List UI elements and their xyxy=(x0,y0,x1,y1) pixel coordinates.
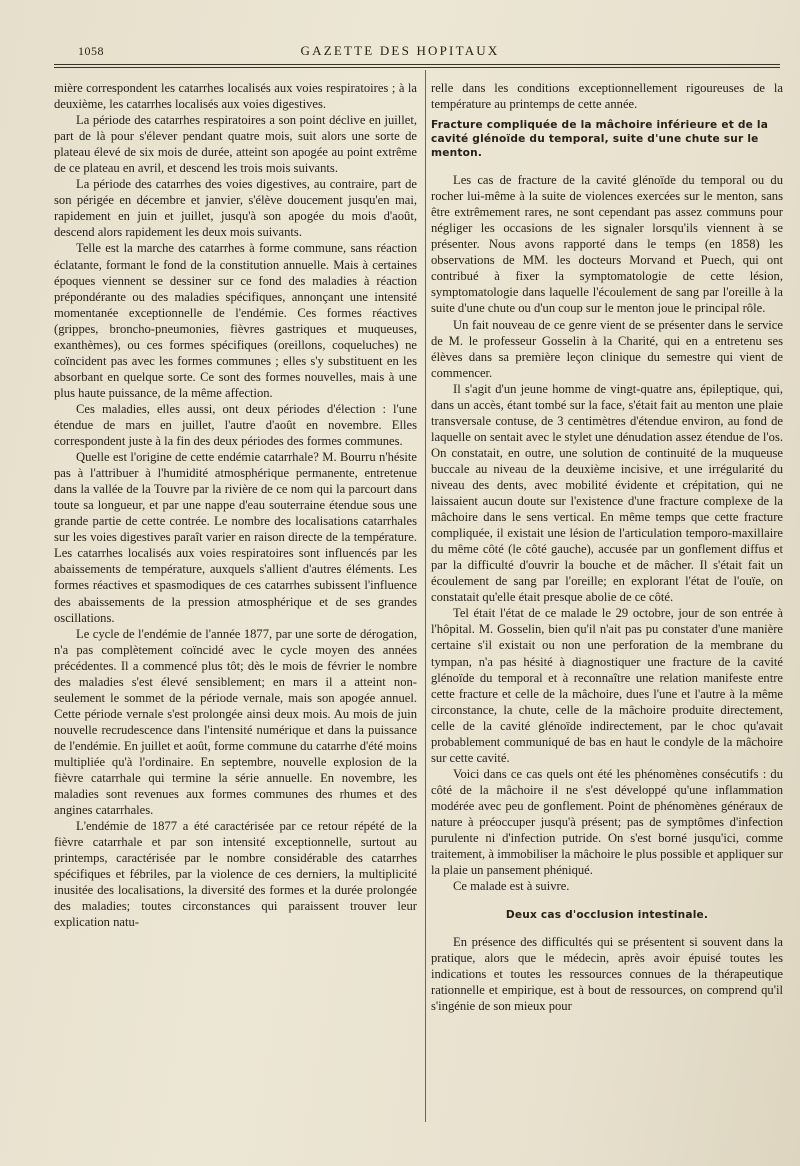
paragraph: Telle est la marche des catarrhes à forme commune, sans réaction éclatante, formant le fond de la constitution annuelle. Mais à certaines époques viennent se dessiner sur ce fond des maladies à réaction prépondérante ou des maladies spécifiques, annonçant une intensité momentanée exceptionnelle de l'endémie. Ces formes réactives (grippes, broncho-pneumonies, fièvres gastriques et muqueuses, exanthèmes), ou ces formes spécifiques (oreillons, coqueluches) ne coïncident pas avec les formes communes ; elles s'y substituent en les absorbant en quelque sorte. Ce sont des formes nouvelles, mais à une plus haute puissance, de la même affection. xyxy=(54,241,417,400)
page-header xyxy=(0,40,800,62)
section-heading-occlusion: Deux cas d'occlusion intestinale. xyxy=(505,909,709,922)
right-column xyxy=(431,80,783,1014)
paragraph: La période des catarrhes respiratoires a son point déclive en juillet, part de là pour s'élever pendant quatre mois, suit alors une sorte de plateau élevé de six mois de durée, atteint son apogée au point extrême de ce plateau en avril, et descend les trois mois suivants. xyxy=(54,113,417,176)
paragraph: Tel était l'état de ce malade le 29 octobre, jour de son entrée à l'hôpital. M. Gosselin, bien qu'il n'ait pas pu constater d'une manière certaine s'il existait ou non une perforation de la membrane du tympan, n'a pas hésité à diagnostiquer une fracture de la cavité glénoïde du temporal et à reconnaître une relation manifeste entre cette fracture et celle de la mâchoire, dues l'une et l'autre à la même circonstance, la chute, celle de la mâchoire produite directement, celle de la cavité glénoïde indirectement, par le choc qu'avait probablement communiqué de bas en haut le condyle de la mâchoire sur cette cavité. xyxy=(431,606,783,765)
header-rule-bottom xyxy=(54,67,780,68)
column-divider xyxy=(425,70,426,1122)
header-rule-top xyxy=(54,64,780,65)
paragraph: Ce malade est à suivre. xyxy=(453,879,570,894)
page-number: 1058 xyxy=(78,44,104,58)
paragraph: Les cas de fracture de la cavité glénoïde du temporal ou du rocher lui-même à la suite de violences exercées sur le menton, sans être extrêmement rares, ne sont cependant pas assez communs pour négliger les occasions de les signaler lorsqu'ils viennent à se présenter. Nous avons rapporté dans le temps (en 1858) les observations de MM. les docteurs Morvand et Puech, qui ont contribué à fixer la symptomatologie de cette lésion, symptomatologie dans laquelle l'écoulement de sang par l'oreille à la suite d'une chute ou d'un coup sur le menton joue le principal rôle. xyxy=(431,173,783,316)
paragraph: Quelle est l'origine de cette endémie catarrhale? M. Bourru n'hésite pas à l'attribuer à l'humidité atmosphérique permanente, entretenue dans la vallée de la Touvre par la rivière de ce nom qui la parcourt dans toute sa longueur, et par une nappe d'eau souterraine étendue sous une grande partie de cette contrée. Le nombre des localisations catarrhales sur les voies digestives paraît varier en raison directe de la température. Les catarrhes localisés aux voies respiratoires sont influencés par les abaissements de température, auxquels s'allient d'autres éléments. Les formes réactives et spasmodiques de ces catarrhes subissent l'influence des abaissements de la pression atmosphérique et de ses grandes oscillations. xyxy=(54,450,417,625)
paragraph: En présence des difficultés qui se présentent si souvent dans la pratique, alors que le médecin, après avoir épuisé toutes les indications et toutes les ressources connues de la thérapeutique rationnelle et empirique, est à bout de ressources, on comprend qu'il s'ingénie de son mieux pour xyxy=(431,935,783,1014)
paragraph: Voici dans ce cas quels ont été les phénomènes consécutifs : du côté de la mâchoire il ne s'est développé qu'une inflammation modérée avec peu de gonflement. Point de phénomènes généraux de nature à préoccuper jusqu'à présent; pas de symptômes d'infection purulente ni d'infection putride. On s'est borné jusqu'ici, comme traitement, à immobiliser la mâchoire le plus possible et appliquer sur la plaie un pansement phéniqué. xyxy=(431,766,783,878)
paragraph: Ces maladies, elles aussi, ont deux périodes d'élection : l'une étendue de mars en juillet, l'autre d'août en novembre. Elles correspondent juste à la fin des deux périodes des formes communes. xyxy=(54,401,417,449)
left-column xyxy=(54,80,417,930)
paragraph: mière correspondent les catarrhes localisés aux voies respiratoires ; à la deuxième, les catarrhes localisés aux voies digestives. xyxy=(54,81,417,112)
journal-title: GAZETTE DES HOPITAUX xyxy=(300,43,500,58)
paragraph: Le cycle de l'endémie de l'année 1877, par une sorte de dérogation, n'a pas complètement coïncidé avec le cycle moyen des années précédentes. Il a commencé plus tôt; dès le mois de février le nombre des maladies s'est élevé sensiblement; en mars il a atteint non-seulement le sommet de la période vernale, mais son apogée annuel. Cette période vernale s'est prolongée ainsi deux mois. Au mois de juin nouvelle recrudescence dans l'intensité numérique et dans la puissance de l'endémie. En juillet et août, forme commune du catarrhe d'été moins multipliée qu'à l'ordinaire. En septembre, nouvelle explosion de la fièvre catarrhale qui termine la série annuelle. En novembre, les maladies sont revenues aux formes communes des rhumes et des angines catarrhales. xyxy=(54,626,417,818)
paragraph: Un fait nouveau de ce genre vient de se présenter dans le service de M. le professeur Gosselin à la Charité, qui en a entretenu ses élèves dans sa première leçon clinique du semestre qui vient de commencer. xyxy=(431,317,783,380)
paragraph: L'endémie de 1877 a été caractérisée par ce retour répété de la fièvre catarrhale et par son intensité exceptionnelle, surtout au printemps, caractérisée par le nombre considérable des catarrhes spécifiques et fébriles, par la violence de ces derniers, la multiplicité inusitée des localisations, la diversité des formes et la durée prolongée des maladies; toutes circonstances qui paraissent trouver leur explication natu- xyxy=(54,819,417,930)
paragraph: La période des catarrhes des voies digestives, au contraire, part de son périgée en décembre et janvier, s'élève doucement jusqu'en mai, rapidement en juin et juillet, jusqu'à son apogée du mois d'août, descend alors rapidement les deux mois suivants. xyxy=(54,177,417,240)
paragraph: Il s'agit d'un jeune homme de vingt-quatre ans, épileptique, qui, dans un accès, étant tombé sur la face, s'était fait au menton une plaie transversale contuse, de 3 centimètres d'étendue environ, au fond de laquelle on sentait avec le stylet une dénudation assez étendue de l'os. On constatait, en outre, une solution de continuité de la muqueuse buccale au niveau de la deuxième incisive, et une irrégularité du niveau des dents, avec mobilité évidente et crépitation, qui ne laissaient aucun doute sur l'existence d'une fracture complexe de la mâchoire dans le sens vertical. En même temps que cette fracture compliquée, il existait une lésion de l'articulation temporo-maxillaire du même côté (le côté gauche), accusée par un gonflement diffus et par la difficulté d'ouvrir la bouche et de mâcher. Il s'était fait un écoulement de sang par l'oreille; en explorant l'état de l'ouïe, on constatait qu'elle était presque abolie de ce côté. xyxy=(431,381,783,605)
section-heading-fracture: Fracture compliquée de la mâchoire inférieure et de la cavité glénoïde du temporal, suite d'une chute sur le menton. xyxy=(431,119,769,160)
paragraph: relle dans les conditions exceptionnellement rigoureuses de la température au printemps de cette année. xyxy=(431,81,783,112)
